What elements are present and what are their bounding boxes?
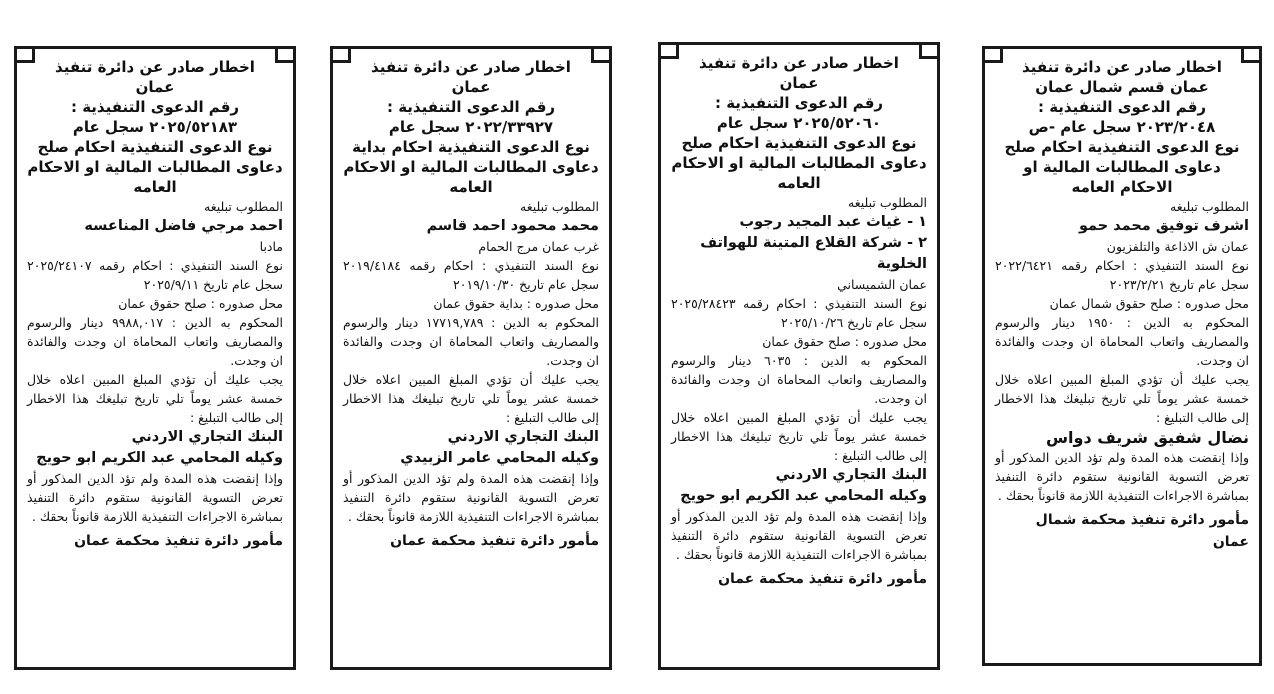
notice-card — [658, 42, 940, 670]
frame-corner — [591, 46, 612, 63]
requester-name: البنك التجاري الاردني — [131, 429, 283, 445]
notice-card — [330, 46, 612, 670]
bond-info: نوع السند التنفيذي : احكام رقمه ٢٠٢٥/٢٨٤٢٣ سجل عام تاريخ ٢٠٢٥/١٠/٢٦ — [671, 296, 927, 330]
notice-footer: مأمور دائرة تنفيذ محكمة عمان — [74, 533, 283, 549]
requested-label: المطلوب تبليغه — [1170, 199, 1249, 214]
notice-header-city: عمان — [451, 78, 491, 96]
issued-place: محل صدوره : صلح حقوق عمان — [118, 296, 283, 311]
requester-name: البنك التجاري الاردني — [447, 429, 599, 445]
notice-footer: مأمور دائرة تنفيذ محكمة عمان — [718, 571, 927, 587]
agent-name: وكيله المحامي عبد الكريم ابو حويج — [36, 450, 283, 466]
case-number: ٢٠٢٢/٣٣٩٢٧ سجل عام — [388, 118, 554, 136]
bond-info: نوع السند التنفيذي : احكام رقمه ٢٠٢٢/٦٤٢١ سجل عام تاريخ ٢٠٢٣/٢/٢١ — [995, 258, 1249, 292]
requester-name: نضال شفيق شريف دواس — [1045, 428, 1249, 447]
bond-info: نوع السند التنفيذي : احكام رقمه ٢٠٢٥/٢٤١٠٧ سجل عام تاريخ ٢٠٢٥/٩/١١ — [27, 258, 283, 292]
notice-header-city: عمان — [779, 74, 819, 92]
notice-header: اخطار صادر عن دائرة تنفيذ — [371, 58, 571, 76]
frame-corner — [14, 46, 35, 63]
frame-corner — [982, 46, 1003, 63]
notice-card — [14, 46, 296, 670]
frame-corner — [275, 46, 296, 63]
requested-label: المطلوب تبليغه — [204, 199, 283, 214]
bond-info: نوع السند التنفيذي : احكام رقمه ٢٠١٩/٤١٨٤ سجل عام تاريخ ٢٠١٩/١٠/٣٠ — [343, 258, 599, 292]
notice-footer: مأمور دائرة تنفيذ محكمة عمان — [390, 533, 599, 549]
warning-text: وإذا إنقضت هذه المدة ولم تؤد الدين المذكور أو تعرض التسوية القانونية ستقوم دائرة التنفيذ بمباشرة الاجراءات التنفيذية اللازمة قانوناً بحقك . — [27, 471, 283, 524]
payment-notice: يجب عليك أن تؤدي المبلغ المبين اعلاه خلال خمسة عشر يوماً تلي تاريخ تبليغك هذا الاخطار إلى طالب التبليغ : — [343, 372, 599, 425]
judgment-amount: المحكوم به الدين : ١٧٧١٩,٧٨٩ دينار والرسوم والمصاريف واتعاب المحاماة ان وجدت والفائدة ان وجدت. — [343, 315, 599, 368]
warning-text: وإذا إنقضت هذه المدة ولم تؤد الدين المذكور أو تعرض التسوية القانونية ستقوم دائرة التنفيذ بمباشرة الاجراءات التنفيذية اللازمة قانوناً بحقك . — [343, 471, 599, 524]
notice-header: اخطار صادر عن دائرة تنفيذ — [1022, 58, 1222, 76]
payment-notice: يجب عليك أن تؤدي المبلغ المبين اعلاه خلال خمسة عشر يوماً تلي تاريخ تبليغك هذا الاخطار إلى طالب التبليغ : — [671, 410, 927, 463]
frame-corner — [919, 42, 940, 59]
issued-place: محل صدوره : صلح حقوق شمال عمان — [1049, 296, 1249, 311]
judgment-amount: المحكوم به الدين : ٦٠٣٥ دينار والرسوم والمصاريف واتعاب المحاماة ان وجدت والفائدة ان وجدت. — [671, 353, 927, 406]
case-type: نوع الدعوى التنفيذية احكام بداية دعاوى المطالبات المالية او الاحكام العامه — [343, 138, 599, 196]
frame-corner — [330, 46, 351, 63]
party-address: عمان ش الاذاعة والتلفزيون — [1106, 239, 1249, 254]
requested-label: المطلوب تبليغه — [520, 199, 599, 214]
case-number: ٢٠٢٥/٥٢١٨٣ سجل عام — [72, 118, 238, 136]
case-type: نوع الدعوى التنفيذية احكام صلح دعاوى المطالبات المالية او الاحكام العامه — [1004, 138, 1240, 196]
notice-header: اخطار صادر عن دائرة تنفيذ — [699, 54, 899, 72]
party-address: مادبا — [259, 239, 283, 254]
requested-label: المطلوب تبليغه — [848, 195, 927, 210]
party-address: غرب عمان مرج الحمام — [478, 239, 599, 254]
case-label: رقم الدعوى التنفيذية : — [1037, 98, 1207, 116]
warning-text: وإذا إنقضت هذه المدة ولم تؤد الدين المذكور أو تعرض التسوية القانونية ستقوم دائرة التنفيذ بمباشرة الاجراءات التنفيذية اللازمة قانوناً بحقك . — [671, 509, 927, 562]
party-address: عمان الشميساني — [837, 277, 927, 292]
case-label: رقم الدعوى التنفيذية : — [714, 94, 884, 112]
party-name: اشرف توفيق محمد حمو — [1078, 218, 1249, 234]
frame-corner — [658, 42, 679, 59]
party-name: محمد محمود احمد قاسم — [426, 218, 599, 234]
case-type: نوع الدعوى التنفيذية احكام صلح دعاوى المطالبات المالية او الاحكام العامه — [27, 138, 283, 196]
notice-header-city: عمان — [135, 78, 175, 96]
case-type: نوع الدعوى التنفيذية احكام صلح دعاوى المطالبات المالية او الاحكام العامه — [671, 134, 927, 192]
frame-corner — [1241, 46, 1262, 63]
issued-place: محل صدوره : بداية حقوق عمان — [433, 296, 599, 311]
judgment-amount: المحكوم به الدين : ٩٩٨٨,٠١٧ دينار والرسوم والمصاريف واتعاب المحاماة ان وجدت والفائدة ان وجدت. — [27, 315, 283, 368]
payment-notice: يجب عليك أن تؤدي المبلغ المبين اعلاه خلال خمسة عشر يوماً تلي تاريخ تبليغك هذا الاخطار إلى طالب التبليغ : — [995, 372, 1249, 425]
agent-name: وكيله المحامي عامر الزبيدي — [400, 450, 599, 466]
requester-name: البنك التجاري الاردني — [775, 467, 927, 483]
case-label: رقم الدعوى التنفيذية : — [70, 98, 240, 116]
party-name: ١ - غياث عبد المجيد رجوب — [739, 214, 927, 230]
case-number: ٢٠٢٥/٥٢٠٦٠ سجل عام — [716, 114, 882, 132]
issued-place: محل صدوره : صلح حقوق عمان — [762, 334, 927, 349]
payment-notice: يجب عليك أن تؤدي المبلغ المبين اعلاه خلال خمسة عشر يوماً تلي تاريخ تبليغك هذا الاخطار إلى طالب التبليغ : — [27, 372, 283, 425]
party-name: ٢ - شركة القلاع المتينة للهواتف الخلوية — [700, 235, 927, 272]
notice-header: اخطار صادر عن دائرة تنفيذ — [55, 58, 255, 76]
notice-footer: مأمور دائرة تنفيذ محكمة شمال عمان — [1035, 512, 1249, 550]
case-number: ٢٠٢٣/٢٠٤٨ سجل عام -ص — [1028, 118, 1216, 136]
notice-header-city: عمان قسم شمال عمان — [1035, 78, 1209, 96]
warning-text: وإذا إنقضت هذه المدة ولم تؤد الدين المذكور أو تعرض التسوية القانونية ستقوم دائرة التنفيذ بمباشرة الاجراءات التنفيذية اللازمة قانوناً بحقك . — [995, 450, 1249, 503]
case-label: رقم الدعوى التنفيذية : — [386, 98, 556, 116]
notice-card — [982, 46, 1262, 666]
party-name: احمد مرجي فاضل المناعسه — [84, 218, 283, 234]
judgment-amount: المحكوم به الدين : ١٩٥٠ دينار والرسوم والمصاريف واتعاب المحاماة ان وجدت والفائدة ان وجدت. — [995, 315, 1249, 368]
agent-name: وكيله المحامي عبد الكريم ابو حويج — [680, 488, 927, 504]
